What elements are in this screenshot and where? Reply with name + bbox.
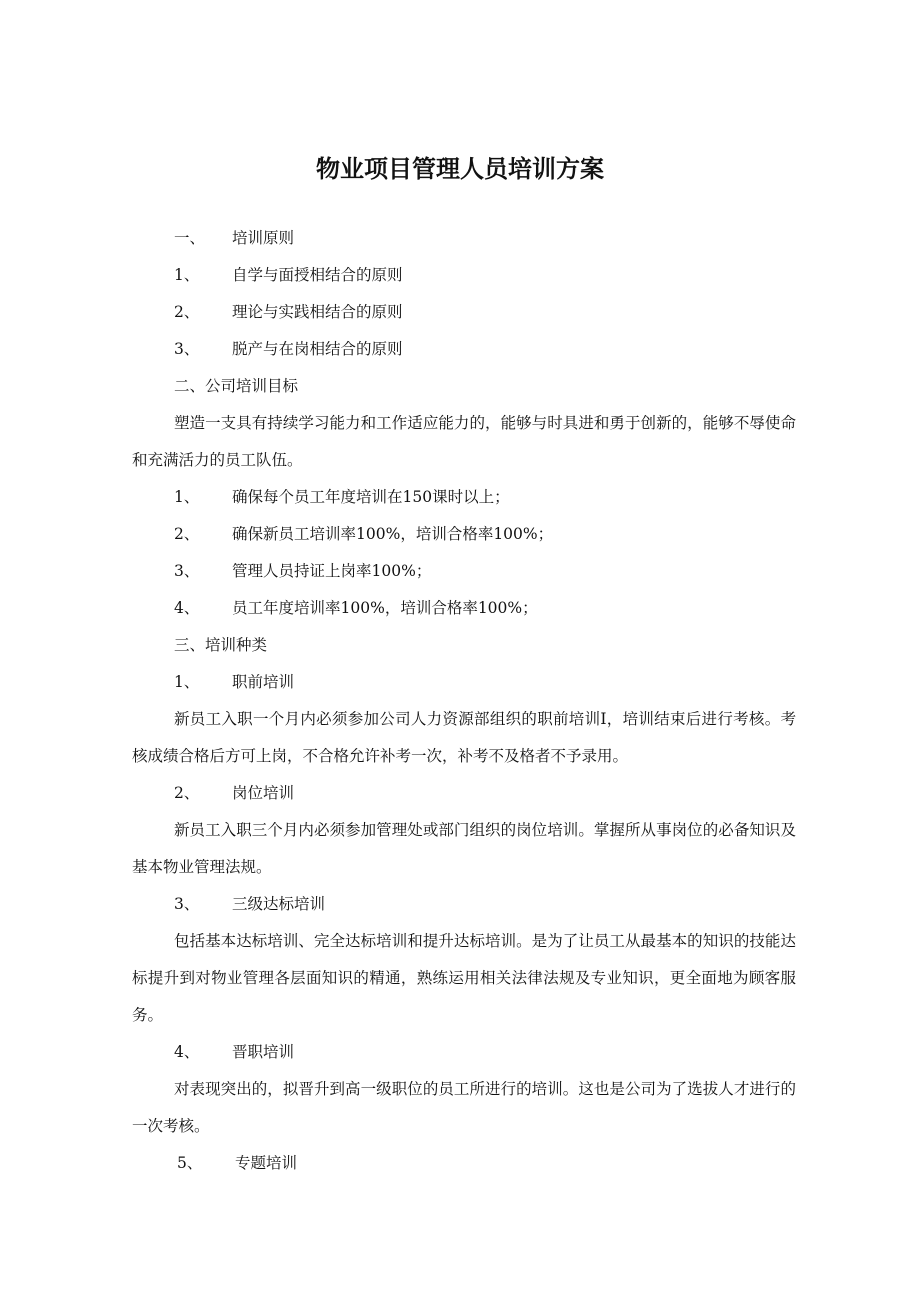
section-number: 一、: [174, 229, 206, 247]
list-item-number: 3、: [174, 340, 200, 358]
list-item-text: 脱产与在岗相结合的原则: [232, 340, 403, 358]
section-title: 培训原则: [232, 229, 295, 247]
list-item: [132, 590, 796, 627]
paragraph: 包括基本达标培训、完全达标培训和提升达标培训。是为了让员工从最基本的知识的技能达标提升到对物业管理各层面知识的精通，熟练运用相关法律法规及专业知识，更全面地为顾客服务。: [132, 932, 796, 1024]
list-item: [132, 479, 796, 516]
list-item: [132, 331, 796, 368]
subsection-title: 职前培训: [232, 673, 295, 691]
subsection-number: 2、: [174, 784, 200, 802]
list-item: [132, 553, 796, 590]
document-title: 物业项目管理人员培训方案: [316, 155, 604, 183]
list-item: [132, 516, 796, 553]
subsection-title: 岗位培训: [232, 784, 295, 802]
subsection-number: 4、: [174, 1043, 200, 1061]
list-item-number: 4、: [174, 599, 200, 617]
list-item: [132, 294, 796, 331]
subsection-heading: [132, 664, 796, 701]
paragraph: 新员工入职三个月内必须参加管理处或部门组织的岗位培训。掌握所从事岗位的必备知识及基本物业管理法规。: [132, 821, 796, 876]
list-item-number: 1、: [174, 266, 200, 284]
list-item: [132, 257, 796, 294]
list-item-number: 2、: [174, 525, 200, 543]
subsection-title: 专题培训: [235, 1154, 298, 1172]
list-item-number: 2、: [174, 303, 200, 321]
document-body: [132, 220, 796, 1182]
section-heading: 三、培训种类: [174, 636, 268, 654]
list-item-text: 员工年度培训率100%，培训合格率100%；: [232, 599, 538, 617]
section-heading: [132, 220, 796, 257]
subsection-title: 晋职培训: [232, 1043, 295, 1061]
paragraph: 新员工入职一个月内必须参加公司人力资源部组织的职前培训I，培训结束后进行考核。考核成绩合格后方可上岗，不合格允许补考一次，补考不及格者不予录用。: [132, 710, 796, 765]
list-item-number: 1、: [174, 488, 200, 506]
subsection-heading: [132, 1034, 796, 1071]
subsection-title: 三级达标培训: [232, 895, 326, 913]
list-item-text: 管理人员持证上岗率100%；: [232, 562, 432, 580]
list-item-text: 确保每个员工年度培训在150课时以上；: [232, 488, 510, 506]
subsection-heading: [132, 886, 796, 923]
paragraph: 塑造一支具有持续学习能力和工作适应能力的，能够与时具进和勇于创新的，能够不辱使命和充满活力的员工队伍。: [132, 414, 796, 469]
list-item-text: 理论与实践相结合的原则: [232, 303, 403, 321]
list-item-text: 自学与面授相结合的原则: [232, 266, 403, 284]
list-item-text: 确保新员工培训率100%，培训合格率100%；: [232, 525, 554, 543]
paragraph: 对表现突出的，拟晋升到高一级职位的员工所进行的培训。这也是公司为了选拔人才进行的一次考核。: [132, 1080, 796, 1135]
subsection-heading: [132, 1145, 796, 1182]
subsection-number: 5、: [177, 1154, 203, 1172]
subsection-number: 1、: [174, 673, 200, 691]
subsection-heading: [132, 775, 796, 812]
section-heading: 二、公司培训目标: [174, 377, 299, 395]
list-item-number: 3、: [174, 562, 200, 580]
subsection-number: 3、: [174, 895, 200, 913]
